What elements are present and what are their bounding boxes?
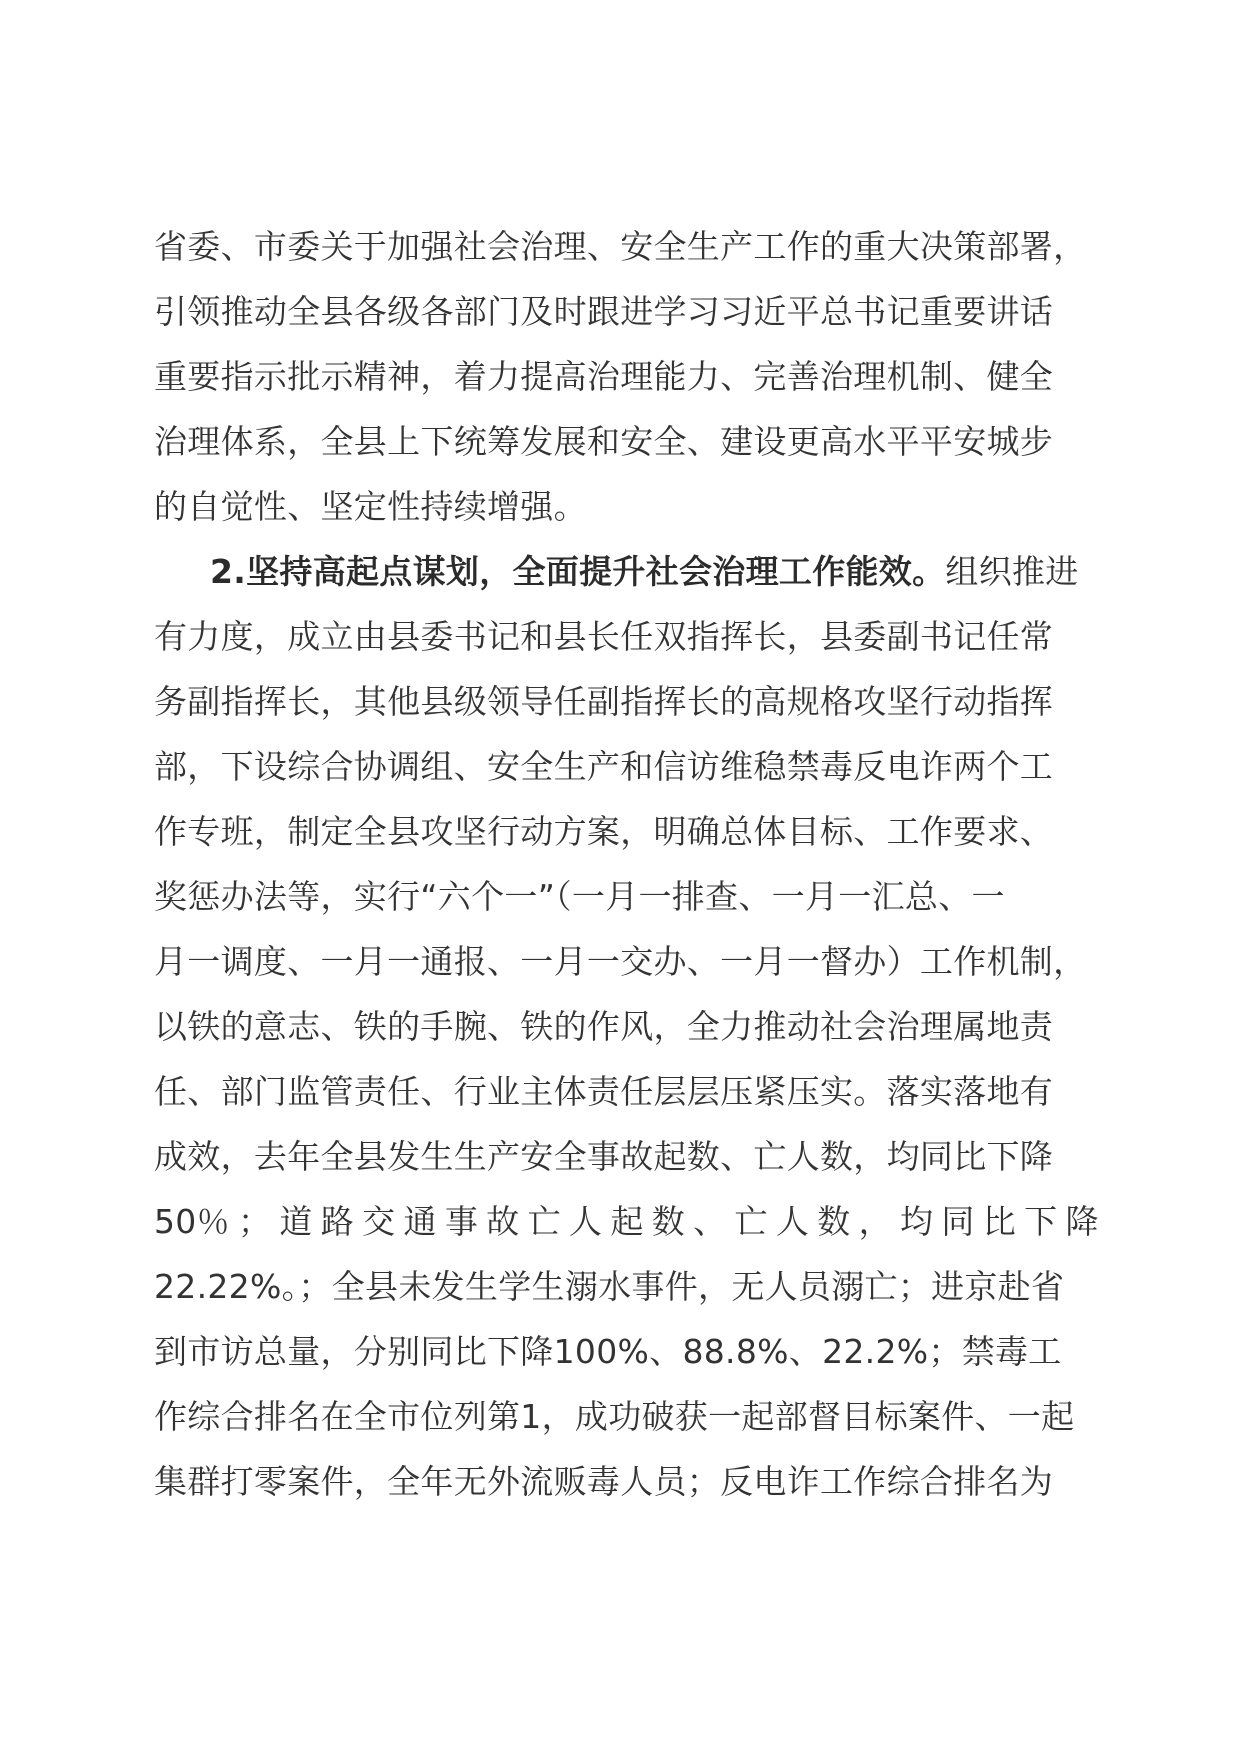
- text-line-15: 成效，去年全县发生生产安全事故起数、亡人数，均同比下降: [154, 1137, 1054, 1176]
- spaced-char: 亡: [734, 1202, 768, 1241]
- text-line-7: 有力度，成立由县委书记和县长任双指挥长，县委副书记任常: [154, 617, 1054, 656]
- text-line-3: 重要指示批示精神，着力提高治理能力、完善治理机制、健全: [154, 357, 1054, 396]
- spaced-char: 人: [568, 1202, 603, 1241]
- paragraph-heading-line: [154, 539, 1099, 604]
- text-line-8: 务副指挥长，其他县级领导任副指挥长的高规格攻坚行动指挥: [154, 682, 1054, 721]
- spaced-text-line: [154, 1189, 1099, 1254]
- spaced-char: 、: [693, 1202, 727, 1241]
- text-line-9: 部，下设综合协调组、安全生产和信访维稳禁毒反电诈两个工: [154, 747, 1054, 786]
- spaced-char: 路: [320, 1202, 355, 1241]
- spaced-char: 道: [279, 1202, 313, 1241]
- text-line-5: 的自觉性、坚定性持续增强。: [154, 487, 587, 526]
- spaced-char: 降: [1065, 1202, 1099, 1241]
- spaced-char: 起: [610, 1202, 644, 1241]
- spaced-char: 数: [651, 1202, 686, 1241]
- text-line-12: 月一调度、一月一通报、一月一交办、一月一督办）工作机制，: [154, 942, 1087, 981]
- spaced-char: 人: [775, 1202, 810, 1241]
- text-line-18: 到市访总量，分别同比下降100%、88.8%、22.2%；禁毒工: [154, 1332, 1062, 1371]
- text-line-19: 作综合排名在全市位列第1，成功破获一起部督目标案件、一起: [154, 1397, 1075, 1436]
- text-line-13: 以铁的意志、铁的手腕、铁的作风，全力推动社会治理属地责: [154, 1007, 1054, 1046]
- text-line-10: 作专班，制定全县攻坚行动方案，明确总体目标、工作要求、: [154, 812, 1054, 851]
- text-line-20: 集群打零案件，全年无外流贩毒人员；反电诈工作综合排名为: [154, 1462, 1054, 1501]
- spaced-char: 通: [403, 1202, 437, 1241]
- spaced-char: 50％: [154, 1202, 230, 1241]
- spaced-char: 均: [899, 1202, 934, 1241]
- spaced-char: 亡: [527, 1202, 561, 1241]
- text-line-1: 省委、市委关于加强社会治理、安全生产工作的重大决策部署，: [154, 227, 1087, 266]
- spaced-char: ，: [858, 1202, 892, 1241]
- paragraph-heading-continuation: 组织推进: [945, 552, 1079, 591]
- spaced-char: 事: [444, 1202, 479, 1241]
- spaced-char: 数: [817, 1202, 851, 1241]
- paragraph-heading: 2.坚持高起点谋划，全面提升社会治理工作能效。: [210, 552, 946, 591]
- spaced-char: 下: [1024, 1202, 1058, 1241]
- spaced-char: ；: [237, 1202, 272, 1241]
- text-line-17: 22.22%。；全县未发生学生溺水事件，无人员溺亡；进京赴省: [154, 1267, 1065, 1306]
- text-line-14: 任、部门监管责任、行业主体责任层层压紧压实。落实落地有: [154, 1072, 1054, 1111]
- spaced-char: 故: [486, 1202, 520, 1241]
- spaced-char: 交: [362, 1202, 396, 1241]
- document-body: [154, 214, 1099, 1514]
- text-line-2: 引领推动全县各级各部门及时跟进学习习近平总书记重要讲话: [154, 292, 1054, 331]
- text-line-4: 治理体系，全县上下统筹发展和安全、建设更高水平平安城步: [154, 422, 1054, 461]
- text-line-11: 奖惩办法等，实行“六个一”（一月一排查、一月一汇总、一: [154, 877, 1005, 916]
- spaced-char: 同: [941, 1202, 975, 1241]
- spaced-char: 比: [982, 1202, 1017, 1241]
